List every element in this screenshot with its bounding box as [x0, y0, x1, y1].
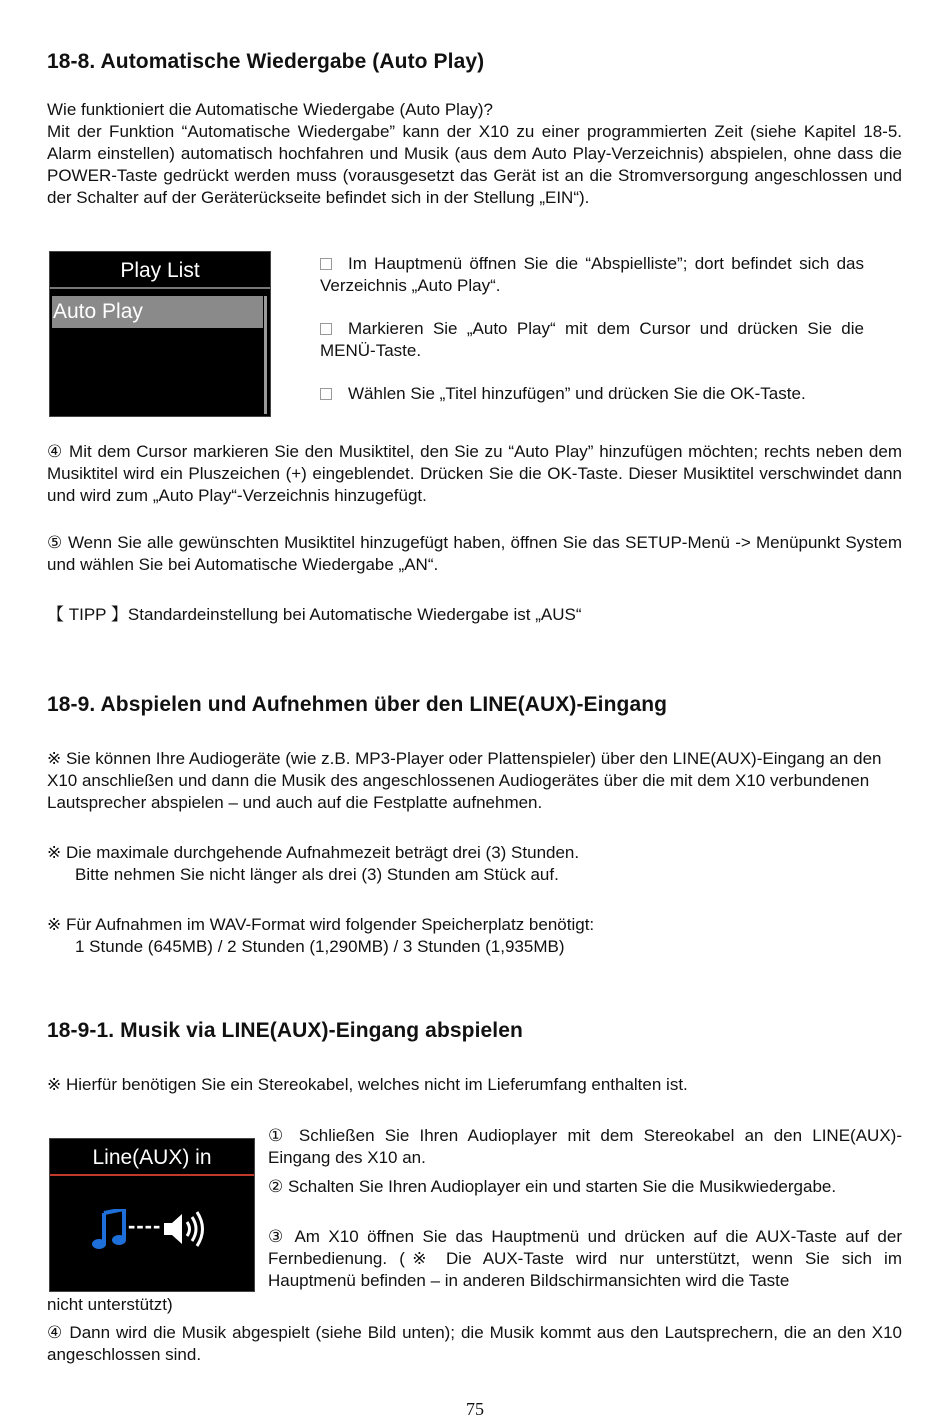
step-1	[320, 253, 864, 297]
step-3-text: Wählen Sie „Titel hinzufügen” und drücken Sie die OK-Taste.	[348, 384, 806, 403]
bullet-icon	[320, 258, 332, 270]
screen-divider	[50, 287, 270, 289]
signal-dashes: ----	[128, 1213, 162, 1238]
line-aux-note-2: ※ Die maximale durchgehende Aufnahmezeit beträgt drei (3) Stunden.	[47, 843, 580, 862]
line-aux-note-3: ※ Für Aufnahmen im WAV-Format wird folgender Speicherplatz benötigt:	[47, 915, 595, 934]
section-heading-play-line-aux: 18-9-1. Musik via LINE(AUX)-Eingang abspielen	[47, 1019, 523, 1042]
auto-play-intro: Mit der Funktion “Automatische Wiedergabe” kann der X10 zu einer programmierten Zeit (siehe Kapitel 18-5. Alarm einstellen) automatisch hochfahren und Musik (aus dem Auto Play-Verzeichnis) abspielen, ohne dass die POWER-Taste gedrückt werden muss (vorausgesetzt das Gerät ist an die Stromversorgung angeschlossen und der Schalter auf der Geräterückseite befindet sich in der Stellung „EIN“).	[47, 122, 902, 207]
step-2	[320, 318, 864, 362]
line-aux-note-2-continued: Bitte nehmen Sie nicht länger als drei (3) Stunden am Stück auf.	[75, 865, 559, 884]
aux-step-1: ① Schließen Sie Ihren Audioplayer mit dem Stereokabel an den LINE(AUX)-Eingang des X10 an.	[268, 1126, 902, 1167]
music-note-icon	[90, 1209, 130, 1253]
step-3	[320, 383, 880, 405]
auto-play-question: Wie funktioniert die Automatische Wiedergabe (Auto Play)?	[47, 100, 494, 119]
step-1-text: Im Hauptmenü öffnen Sie die “Abspielliste”; dort befindet sich das Verzeichnis „Auto Play“.	[320, 254, 864, 295]
step-2-text: Markieren Sie „Auto Play“ mit dem Cursor und drücken Sie die MENÜ-Taste.	[320, 319, 864, 360]
tip-note: 【 TIPP 】Standardeinstellung bei Automatische Wiedergabe ist „AUS“	[47, 605, 582, 624]
play-list-title: Play List	[120, 259, 200, 282]
bullet-icon	[320, 388, 332, 400]
stereo-cable-note: ※ Hierfür benötigen Sie ein Stereokabel, welches nicht im Lieferumfang enthalten ist.	[47, 1075, 688, 1094]
bullet-icon	[320, 323, 332, 335]
step-4: ④ Mit dem Cursor markieren Sie den Musiktitel, den Sie zu “Auto Play” hinzufügen möchten; rechts neben dem Musiktitel wird ein Pluszeichen (+) eingeblendet. Drücken Sie die OK-Taste. Dieser Musiktitel verschwindet dann und wird zum „Auto Play“-Verzeichnis hinzugefügt.	[47, 442, 902, 505]
line-aux-title: Line(AUX) in	[92, 1146, 212, 1169]
storage-sizes: 1 Stunde (645MB) / 2 Stunden (1,290MB) / 3 Stunden (1,935MB)	[75, 937, 565, 956]
auto-play-item: Auto Play	[53, 300, 143, 323]
aux-step-3-tail: nicht unterstützt)	[47, 1295, 173, 1314]
section-heading-auto-play: 18-8. Automatische Wiedergabe (Auto Play)	[47, 50, 485, 73]
line-aux-screen	[49, 1138, 255, 1292]
screen-divider-red	[50, 1174, 254, 1176]
play-list-screen	[49, 251, 271, 417]
speaker-icon	[162, 1209, 208, 1249]
step-5: ⑤ Wenn Sie alle gewünschten Musiktitel hinzugefügt haben, öffnen Sie das SETUP-Menü -> Menüpunkt System und wählen Sie bei Automatische Wiedergabe „AN“.	[47, 533, 902, 574]
line-aux-note-1: ※ Sie können Ihre Audiogeräte (wie z.B. MP3-Player oder Plattenspieler) über den LINE(AUX)-Eingang an den X10 anschließen und dann die Musik des angeschlossenen Audiogerätes über die mit dem X10 verbundenen Lautsprecher abspielen – und auch auf die Festplatte aufnehmen.	[47, 749, 882, 812]
section-heading-line-aux: 18-9. Abspielen und Aufnehmen über den LINE(AUX)-Eingang	[47, 693, 668, 716]
aux-step-4: ④ Dann wird die Musik abgespielt (siehe Bild unten); die Musik kommt aus den Lautsprechern, die an den X10 angeschlossen sind.	[47, 1323, 902, 1364]
aux-step-2: ② Schalten Sie Ihren Audioplayer ein und starten Sie die Musikwiedergabe.	[268, 1177, 837, 1196]
page-number: 75	[466, 1399, 484, 1419]
aux-step-3: ③ Am X10 öffnen Sie das Hauptmenü und drücken auf die AUX-Taste auf der Fernbedienung. (※ Die AUX-Taste wird nur unterstützt, wenn Sie sich im Hauptmenü befinden – in anderen Bildschirmansichten wird die Taste	[268, 1227, 902, 1290]
scrollbar	[264, 296, 267, 414]
